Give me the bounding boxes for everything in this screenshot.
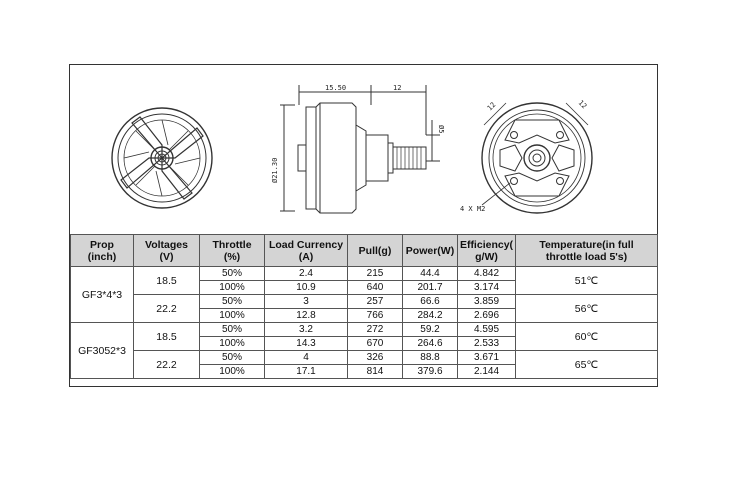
dim-length-label: 15.50 bbox=[325, 84, 347, 92]
voltage-cell: 22.2 bbox=[134, 351, 200, 379]
motor-side-view bbox=[280, 85, 440, 213]
prop-cell: GF3*4*3 bbox=[71, 267, 134, 323]
header-pull: Pull(g) bbox=[348, 235, 403, 267]
power-cell: 201.7 bbox=[403, 281, 458, 295]
header-efficiency bbox=[458, 235, 516, 267]
throttle-cell: 50% bbox=[200, 351, 265, 365]
table-row bbox=[71, 323, 658, 337]
header-prop-line2: (inch) bbox=[87, 250, 117, 263]
dim-shaft-length-label: 12 bbox=[393, 84, 402, 92]
pull-cell: 766 bbox=[348, 309, 403, 323]
voltage-cell: 18.5 bbox=[134, 267, 200, 295]
current-cell: 14.3 bbox=[265, 337, 348, 351]
voltage-cell: 22.2 bbox=[134, 295, 200, 323]
current-cell: 10.9 bbox=[265, 281, 348, 295]
efficiency-cell: 3.859 bbox=[458, 295, 516, 309]
header-voltage bbox=[134, 235, 200, 267]
header-throttle-line2: (%) bbox=[223, 250, 241, 263]
dim-shaft-diameter-label: Ø5 bbox=[437, 125, 445, 134]
throttle-cell: 100% bbox=[200, 365, 265, 379]
performance-table bbox=[70, 234, 658, 379]
current-cell: 17.1 bbox=[265, 365, 348, 379]
header-efficiency-line1: Efficiency( bbox=[459, 238, 514, 251]
power-cell: 44.4 bbox=[403, 267, 458, 281]
header-current bbox=[265, 235, 348, 267]
dim-diameter-label: Ø21.30 bbox=[271, 157, 279, 183]
current-cell: 4 bbox=[265, 351, 348, 365]
dim-hole-spacing-a-label: 12 bbox=[485, 100, 498, 113]
throttle-cell: 50% bbox=[200, 267, 265, 281]
power-cell: 59.2 bbox=[403, 323, 458, 337]
header-voltage-line1: Voltages bbox=[145, 238, 188, 251]
efficiency-cell: 3.174 bbox=[458, 281, 516, 295]
drawing-canvas bbox=[70, 65, 657, 234]
temperature-cell: 56℃ bbox=[516, 295, 658, 323]
throttle-cell: 100% bbox=[200, 309, 265, 323]
mount-thread-label: 4 X M2 bbox=[460, 205, 486, 213]
temperature-cell: 65℃ bbox=[516, 351, 658, 379]
header-power: Power(W) bbox=[403, 235, 458, 267]
dim-hole-spacing-b-label: 12 bbox=[576, 98, 589, 111]
header-throttle-line1: Throttle bbox=[212, 238, 252, 251]
header-voltage-line2: (V) bbox=[159, 250, 174, 263]
header-efficiency-line2: g/W) bbox=[475, 250, 498, 263]
throttle-cell: 50% bbox=[200, 323, 265, 337]
efficiency-cell: 2.696 bbox=[458, 309, 516, 323]
pull-cell: 257 bbox=[348, 295, 403, 309]
motor-bottom-view bbox=[482, 100, 592, 213]
power-cell: 379.6 bbox=[403, 365, 458, 379]
efficiency-cell: 2.144 bbox=[458, 365, 516, 379]
pull-cell: 640 bbox=[348, 281, 403, 295]
table-row bbox=[71, 351, 658, 365]
throttle-cell: 50% bbox=[200, 295, 265, 309]
throttle-cell: 100% bbox=[200, 281, 265, 295]
efficiency-cell: 4.842 bbox=[458, 267, 516, 281]
current-cell: 3 bbox=[265, 295, 348, 309]
current-cell: 2.4 bbox=[265, 267, 348, 281]
pull-cell: 326 bbox=[348, 351, 403, 365]
power-cell: 264.6 bbox=[403, 337, 458, 351]
table-row bbox=[71, 295, 658, 309]
table-header-row bbox=[71, 235, 658, 267]
header-temperature-line1: Temperature(in full bbox=[539, 238, 634, 251]
voltage-cell: 18.5 bbox=[134, 323, 200, 351]
motor-drawings bbox=[70, 65, 657, 234]
prop-cell: GF3052*3 bbox=[71, 323, 134, 379]
pull-cell: 272 bbox=[348, 323, 403, 337]
efficiency-cell: 2.533 bbox=[458, 337, 516, 351]
motor-top-view bbox=[112, 108, 212, 208]
current-cell: 3.2 bbox=[265, 323, 348, 337]
header-prop-line1: Prop bbox=[90, 238, 114, 251]
pull-cell: 670 bbox=[348, 337, 403, 351]
efficiency-cell: 4.595 bbox=[458, 323, 516, 337]
header-throttle bbox=[200, 235, 265, 267]
current-cell: 12.8 bbox=[265, 309, 348, 323]
table-row bbox=[71, 267, 658, 281]
header-temperature bbox=[516, 235, 658, 267]
efficiency-cell: 3.671 bbox=[458, 351, 516, 365]
header-prop bbox=[71, 235, 134, 267]
header-current-line2: (A) bbox=[298, 250, 314, 263]
pull-cell: 215 bbox=[348, 267, 403, 281]
temperature-cell: 51℃ bbox=[516, 267, 658, 295]
throttle-cell: 100% bbox=[200, 337, 265, 351]
power-cell: 88.8 bbox=[403, 351, 458, 365]
spec-sheet bbox=[69, 64, 658, 387]
power-cell: 284.2 bbox=[403, 309, 458, 323]
pull-cell: 814 bbox=[348, 365, 403, 379]
header-current-line1: Load Currency bbox=[268, 238, 344, 251]
temperature-cell: 60℃ bbox=[516, 323, 658, 351]
header-temperature-line2: throttle load 5's) bbox=[545, 250, 628, 263]
power-cell: 66.6 bbox=[403, 295, 458, 309]
